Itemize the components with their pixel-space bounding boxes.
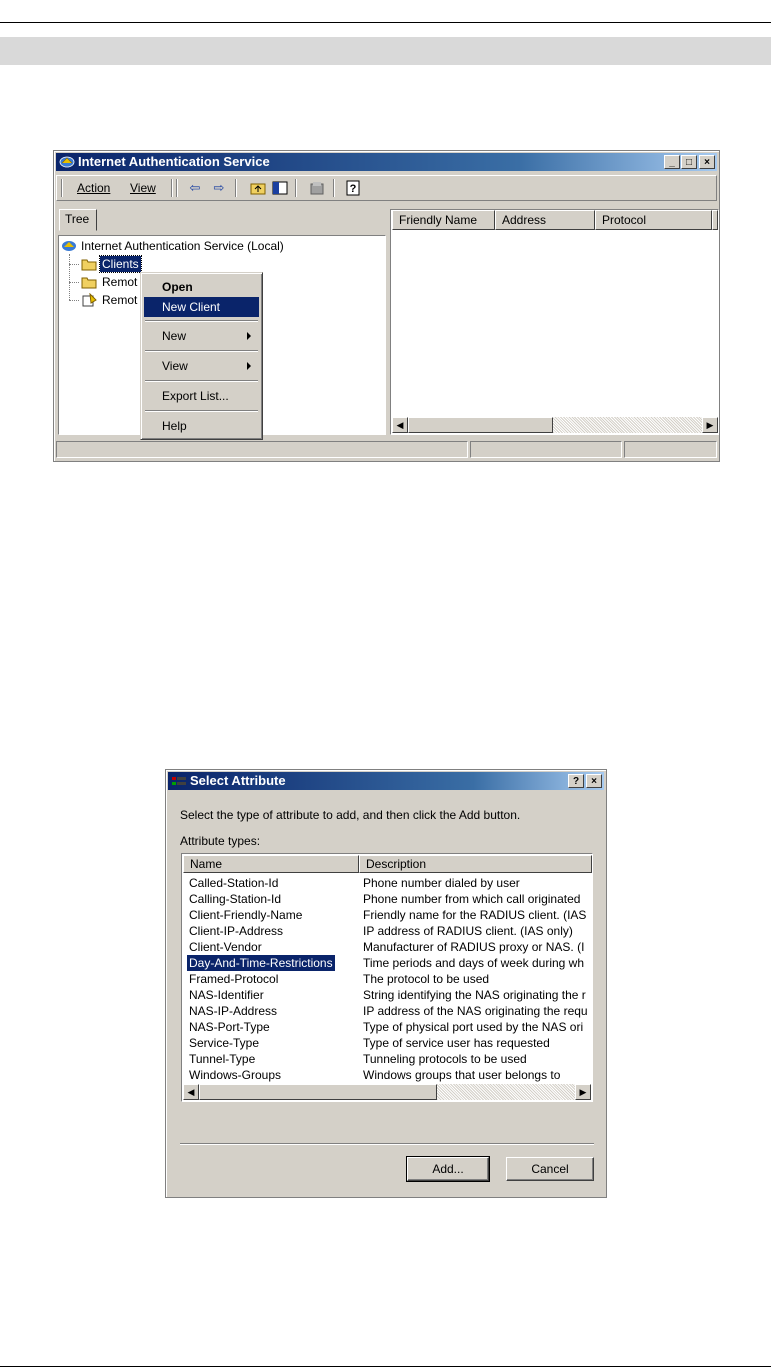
attribute-name: Client-Friendly-Name (189, 908, 303, 922)
menu-item-export-list[interactable]: Export List... (162, 389, 229, 403)
menu-action[interactable]: Action (77, 181, 111, 195)
column-header-address[interactable]: Address (495, 210, 595, 230)
ias-window-title: Internet Authentication Service (78, 154, 270, 169)
attribute-row[interactable] (182, 1003, 592, 1019)
toolbar-separator (333, 179, 335, 197)
attribute-row[interactable] (182, 987, 592, 1003)
attribute-description: Phone number from which call originated (363, 892, 581, 906)
attribute-row[interactable] (182, 971, 592, 987)
help-button[interactable]: ? (568, 774, 584, 788)
tree-root-label: Internet Authentication Service (Local) (81, 239, 284, 253)
attribute-name: Calling-Station-Id (189, 892, 282, 906)
ias-node-icon (61, 239, 77, 253)
context-menu (140, 272, 263, 440)
scroll-right-icon[interactable]: ▶ (702, 417, 718, 433)
menu-item-open[interactable]: Open (162, 280, 193, 294)
attribute-name: NAS-IP-Address (189, 1004, 278, 1018)
attribute-description: Friendly name for the RADIUS client. (IAS (363, 908, 587, 922)
attribute-name: Client-Vendor (189, 940, 262, 954)
attribute-name: Framed-Protocol (189, 972, 279, 986)
attribute-name: NAS-Port-Type (189, 1020, 270, 1034)
toolbar-grip (61, 179, 63, 197)
dialog-titlebar[interactable] (168, 772, 604, 790)
tree-item-label: Remot (102, 293, 138, 307)
status-bar (56, 439, 717, 459)
forward-arrow-icon[interactable]: ⇨ (213, 180, 225, 195)
attribute-row[interactable] (182, 939, 592, 955)
attribute-list (181, 853, 593, 1102)
column-header-filler (712, 210, 718, 230)
add-button[interactable]: Add... (407, 1157, 489, 1181)
attribute-row[interactable] (182, 875, 592, 891)
attribute-row[interactable] (182, 1019, 592, 1035)
dialog-title: Select Attribute (190, 773, 286, 788)
attribute-name: Service-Type (189, 1036, 260, 1050)
folder-icon (81, 275, 97, 289)
attribute-description: Tunneling protocols to be used (363, 1052, 527, 1066)
page-top-rule (0, 22, 771, 23)
details-list-pane (390, 209, 719, 435)
column-header-friendly-name[interactable]: Friendly Name (392, 210, 495, 230)
minimize-button[interactable]: _ (664, 155, 680, 169)
column-header-description[interactable]: Description (359, 855, 592, 873)
attribute-name: Tunnel-Type (189, 1052, 256, 1066)
attribute-row[interactable] (182, 891, 592, 907)
menu-item-view[interactable]: View (144, 356, 259, 376)
attribute-description: Phone number dialed by user (363, 876, 520, 890)
attribute-description: String identifying the NAS originating the r (363, 988, 586, 1002)
attribute-row[interactable] (182, 1035, 592, 1051)
close-button[interactable]: × (699, 155, 715, 169)
tree-item-label: Remot (102, 275, 138, 289)
export-list-icon[interactable] (309, 180, 325, 196)
cancel-button[interactable]: Cancel (506, 1157, 594, 1181)
attribute-description: Windows groups that user belongs to (363, 1068, 561, 1082)
attribute-row[interactable] (182, 907, 592, 923)
submenu-arrow-icon (247, 332, 251, 340)
attribute-description: Time periods and days of week during wh (363, 956, 585, 970)
list-horizontal-scrollbar[interactable] (392, 417, 718, 433)
menu-separator (145, 380, 258, 382)
ias-toolbar (56, 175, 717, 201)
attribute-row[interactable] (182, 1067, 592, 1083)
menu-item-new[interactable]: New (144, 326, 259, 346)
scroll-left-icon[interactable]: ◀ (183, 1084, 199, 1100)
attribute-icon (171, 774, 187, 788)
dialog-instruction: Select the type of attribute to add, and then click the Add button. (180, 808, 521, 822)
show-hide-tree-icon[interactable] (272, 180, 288, 196)
attribute-description: Manufacturer of RADIUS proxy or NAS. (I (363, 940, 585, 954)
status-cell (470, 441, 622, 458)
help-icon[interactable] (345, 180, 361, 196)
policies-icon (81, 293, 97, 307)
tree-connector (69, 254, 71, 300)
attribute-name: Windows-Groups (189, 1068, 282, 1082)
attribute-description: The protocol to be used (363, 972, 490, 986)
svg-text:?: ? (349, 183, 357, 195)
menu-item-new-client[interactable]: New Client (144, 297, 259, 317)
toolbar-separator (235, 179, 237, 197)
attribute-types-label: Attribute types: (180, 834, 261, 848)
attribute-row[interactable] (182, 1051, 592, 1067)
submenu-arrow-icon (247, 362, 251, 370)
attribute-description: IP address of the NAS originating the requ (363, 1004, 588, 1018)
column-header-protocol[interactable]: Protocol (595, 210, 712, 230)
scroll-thumb[interactable] (408, 417, 553, 433)
tree-item-label: Clients (102, 257, 139, 271)
toolbar-separator (171, 179, 173, 197)
status-cell (624, 441, 717, 458)
attribute-name: Client-IP-Address (189, 924, 284, 938)
menu-view[interactable]: View (130, 181, 156, 195)
select-attribute-dialog (165, 769, 607, 1198)
attribute-horizontal-scrollbar[interactable] (183, 1084, 591, 1100)
toolbar-separator (295, 179, 297, 197)
page-header-band (0, 37, 771, 65)
scroll-right-icon[interactable]: ▶ (575, 1084, 591, 1100)
attribute-row[interactable] (182, 955, 592, 971)
menu-separator (145, 320, 258, 322)
dialog-close-button[interactable]: × (586, 774, 602, 788)
up-one-level-icon[interactable] (250, 180, 266, 196)
attribute-row[interactable] (182, 923, 592, 939)
attribute-name: Day-And-Time-Restrictions (189, 956, 333, 970)
status-cell (56, 441, 468, 458)
menu-separator (145, 350, 258, 352)
scroll-left-icon[interactable]: ◀ (392, 417, 408, 433)
dialog-divider (180, 1143, 594, 1145)
folder-open-icon (81, 257, 97, 271)
attribute-description: Type of service user has requested (363, 1036, 550, 1050)
maximize-button[interactable]: □ (681, 155, 697, 169)
tab-tree[interactable]: Tree (59, 209, 97, 231)
menu-item-help[interactable]: Help (162, 419, 187, 433)
ias-titlebar[interactable] (56, 153, 717, 171)
ias-app-icon (59, 155, 75, 169)
attribute-name: Called-Station-Id (189, 876, 279, 890)
page-bottom-rule (0, 1366, 771, 1367)
attribute-description: IP address of RADIUS client. (IAS only) (363, 924, 573, 938)
toolbar-separator (176, 179, 178, 197)
menu-separator (145, 410, 258, 412)
attribute-name: NAS-Identifier (189, 988, 264, 1002)
column-header-name[interactable]: Name (183, 855, 359, 873)
scroll-thumb[interactable] (199, 1084, 437, 1100)
attribute-description: Type of physical port used by the NAS ori (363, 1020, 584, 1034)
back-arrow-icon[interactable]: ⇦ (189, 180, 201, 195)
